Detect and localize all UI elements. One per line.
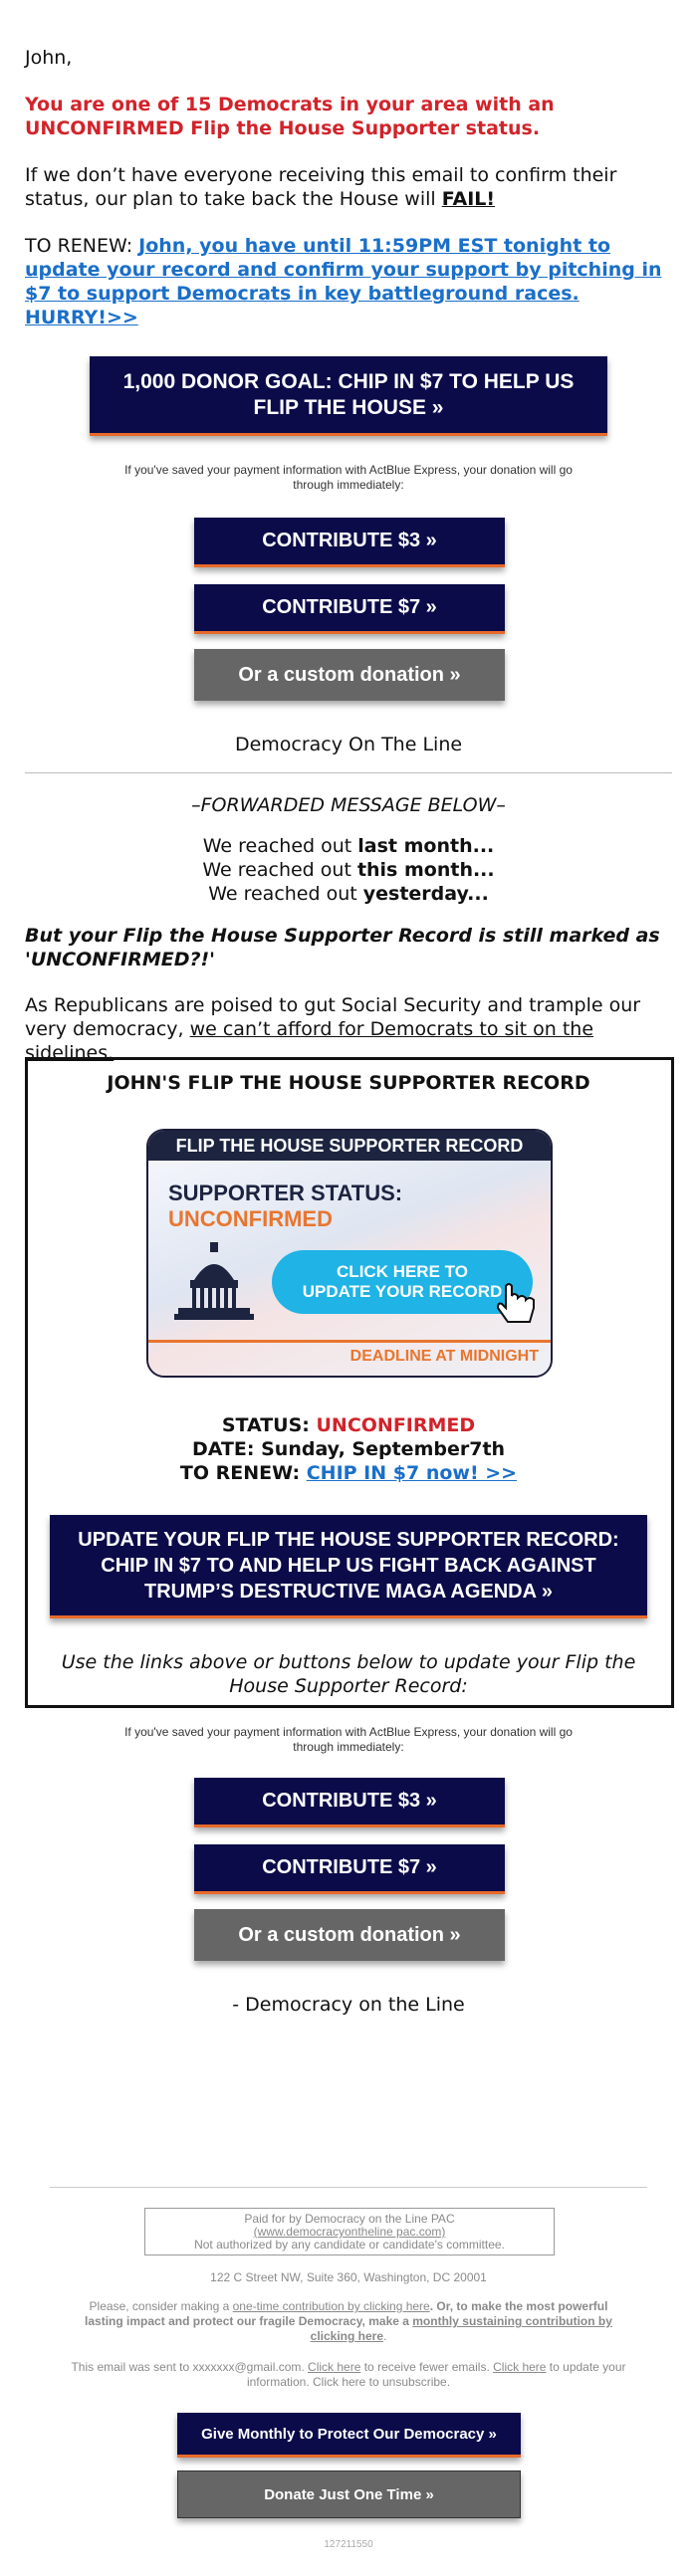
reached-line-1: We reached out last month... (202, 835, 495, 857)
alert-line: You are one of 15 Democrats in your area with an UNCONFIRMED Flip the House Supporter status. (25, 94, 555, 139)
reached-line-2: We reached out this month... (202, 859, 495, 881)
not-authorized-text: Not authorized by any candidate or candidate's committee. (194, 2238, 505, 2252)
paid-for-url[interactable]: (www.democracyontheline pac.com) (253, 2225, 446, 2239)
reached-line-3: We reached out yesterday... (208, 883, 489, 905)
update-info-link[interactable]: Click here (493, 2360, 547, 2374)
signature-top: Democracy On The Line (234, 734, 463, 755)
donate-once-button[interactable]: Donate Just One Time » (177, 2470, 521, 2518)
republicans-paragraph: As Republicans are poised to gut Social Security and trample our very democracy, we can’t afford for Democrats to sit on the sidelines. (25, 994, 641, 1064)
fail-text: FAIL! (441, 188, 496, 210)
footer-divider (50, 2187, 647, 2188)
links-note: Use the links above or buttons below to update your Flip the House Supporter Record: (61, 1651, 636, 1697)
give-monthly-button[interactable]: Give Monthly to Protect Our Democracy » (177, 2413, 521, 2458)
donor-goal-button[interactable]: 1,000 DONOR GOAL: CHIP IN $7 TO HELP US FLIP THE HOUSE » (90, 356, 607, 436)
card-status-label: SUPPORTER STATUS: (168, 1181, 403, 1205)
one-time-link[interactable]: one-time contribution by clicking here (232, 2299, 430, 2313)
pointer-hand-icon (492, 1280, 542, 1330)
signature-bottom: - Democracy on the Line (232, 1994, 465, 2016)
address-text: 122 C Street NW, Suite 360, Washington, DC 20001 (210, 2270, 487, 2284)
record-renew-line: TO RENEW: CHIP IN $7 now! >> (179, 1462, 518, 1484)
fewer-emails-link[interactable]: Click here (308, 2360, 361, 2374)
capitol-icon (174, 1240, 254, 1330)
monthly-link[interactable]: monthly sustaining contribution by clicking here (310, 2314, 612, 2343)
card-status-value: UNCONFIRMED (168, 1206, 333, 1231)
intro-paragraph (25, 163, 672, 211)
record-heading: JOHN'S FLIP THE HOUSE SUPPORTER RECORD (107, 1072, 590, 1094)
card-title: FLIP THE HOUSE SUPPORTER RECORD (148, 1131, 551, 1161)
forwarded-label: –FORWARDED MESSAGE BELOW– (191, 794, 506, 816)
chip-in-link[interactable]: CHIP IN $7 now! >> (306, 1462, 518, 1484)
contribute-7-button-2[interactable]: CONTRIBUTE $7 » (194, 1844, 505, 1894)
divider (25, 772, 672, 773)
card-cta-button[interactable]: CLICK HERE TO UPDATE YOUR RECORD (272, 1250, 533, 1314)
actblue-note-2: If you've saved your payment information with ActBlue Express, your donation will go through immediately: (124, 1725, 573, 1754)
supporter-record-card[interactable] (146, 1129, 553, 1378)
contribute-3-button[interactable]: CONTRIBUTE $3 » (194, 518, 505, 567)
greeting: John, (25, 47, 73, 69)
status-line: STATUS: UNCONFIRMED (221, 1414, 476, 1436)
date-line: DATE: Sunday, September7th (191, 1438, 506, 1460)
renew-link[interactable]: John, you have until 11:59PM EST tonight to update your record and confirm your support by pitching in $7 to support Democrats in key battleground races. HURRY!>> (25, 235, 662, 328)
renew-label: TO RENEW: (25, 235, 139, 257)
sent-to-paragraph: This email was sent to xxxxxxx@gmail.com. Click here to receive fewer emails. Click here to update your information. Click here to unsubscribe. (71, 2360, 626, 2389)
actblue-note: If you've saved your payment information with ActBlue Express, your donation will go through immediately: (124, 463, 573, 492)
contribute-3-button-2[interactable]: CONTRIBUTE $3 » (194, 1778, 505, 1827)
custom-donation-button[interactable]: Or a custom donation » (194, 649, 505, 701)
contribute-7-button[interactable]: CONTRIBUTE $7 » (194, 584, 505, 634)
still-marked-text: But your Flip the House Supporter Record is still marked as 'UNCONFIRMED?!' (25, 925, 660, 970)
intro-text: If we don’t have everyone receiving this email to confirm their status, our plan to take back the House will (25, 164, 617, 210)
update-record-button[interactable]: UPDATE YOUR FLIP THE HOUSE SUPPORTER RECORD: CHIP IN $7 TO AND HELP US FIGHT BACK AGAINST TRUMP’S DESTRUCTIVE MAGA AGENDA » (50, 1515, 647, 1618)
card-deadline: DEADLINE AT MIDNIGHT (349, 1348, 539, 1365)
footer-code: 127211550 (324, 2539, 373, 2550)
consider-paragraph: Please, consider making a one-time contribution by clicking here. Or, to make the most powerful lasting impact and protect our fragile Democracy, make a monthly sustaining contribution by clicking here. (85, 2299, 612, 2343)
renew-paragraph (25, 234, 672, 329)
custom-donation-button-2[interactable]: Or a custom donation » (194, 1909, 505, 1961)
card-stripe (148, 1340, 551, 1343)
paid-for-text: Paid for by Democracy on the Line PAC (244, 2212, 455, 2226)
